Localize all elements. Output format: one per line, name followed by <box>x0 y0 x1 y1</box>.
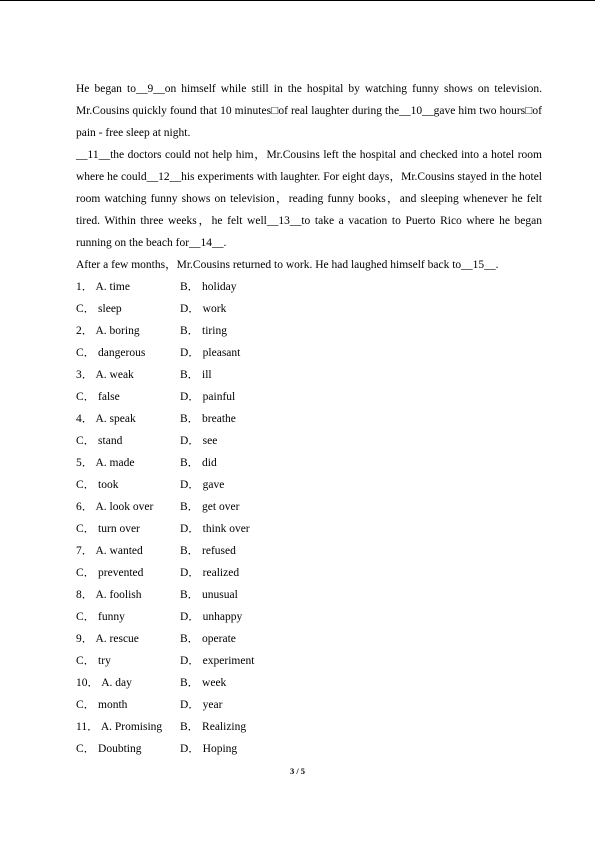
option-right: B． refused <box>180 545 236 557</box>
option-left: 5． A. made <box>76 457 135 469</box>
passage <box>76 78 542 276</box>
passage-paragraph: After a few months，Mr.Cousins returned to work. He had laughed himself back to__15__. <box>76 259 499 271</box>
option-left: 4． A. speak <box>76 413 136 425</box>
passage-paragraph: He began to__9__on himself while still in the hospital by watching funny shows on television. Mr.Cousins quickly found that 10 minutes□of real laughter during the__10__gave him two hours□of pain - free sleep at night. <box>76 83 542 139</box>
option-left: 1． A. time <box>76 281 130 293</box>
page-number: 3 / 5 <box>289 766 306 776</box>
option-right: B． holiday <box>180 281 237 293</box>
option-right: D． experiment <box>180 655 255 667</box>
option-left: 7． A. wanted <box>76 545 143 557</box>
option-left: 10． A. day <box>76 677 132 689</box>
option-right: D． unhappy <box>180 611 243 623</box>
option-right: B． operate <box>180 633 236 645</box>
option-left: C． sleep <box>76 303 122 315</box>
option-left: 8． A. foolish <box>76 589 142 601</box>
option-left: C． dangerous <box>76 347 146 359</box>
option-right: B． did <box>180 457 217 469</box>
option-right: D． Hoping <box>180 743 238 755</box>
option-left: C． funny <box>76 611 125 623</box>
passage-paragraph: __11__the doctors could not help him，Mr.Cousins left the hospital and checked into a hotel room where he could__12__his experiments with laughter. For eight days，Mr.Cousins stayed in the hotel room watching funny shows on television，reading funny books，and sleeping whenever he felt tired. Within three weeks，he felt well__13__to take a vacation to Puerto Rico where he began running on the beach for__14__. <box>76 149 542 249</box>
option-left: C． month <box>76 699 128 711</box>
option-left: C． false <box>76 391 120 403</box>
option-left: C． Doubting <box>76 743 142 755</box>
option-left: C． prevented <box>76 567 144 579</box>
option-right: B． breathe <box>180 413 236 425</box>
option-right: D． year <box>180 699 223 711</box>
option-right: B． ill <box>180 369 212 381</box>
option-left: 9． A. rescue <box>76 633 139 645</box>
option-right: D． see <box>180 435 218 447</box>
option-right: B． unusual <box>180 589 238 601</box>
option-right: B． get over <box>180 501 240 513</box>
option-right: B． week <box>180 677 227 689</box>
option-right: B． Realizing <box>180 721 247 733</box>
option-right: D． painful <box>180 391 236 403</box>
option-left: 6． A. look over <box>76 501 154 513</box>
option-left: C． stand <box>76 435 123 447</box>
option-right: D． realized <box>180 567 240 579</box>
option-left: C． turn over <box>76 523 140 535</box>
option-right: D． think over <box>180 523 250 535</box>
option-left: 2． A. boring <box>76 325 140 337</box>
option-right: D． pleasant <box>180 347 241 359</box>
option-left: 11． A. Promising <box>76 721 163 733</box>
top-rule <box>0 0 595 1</box>
option-right: B． tiring <box>180 325 227 337</box>
option-left: C． try <box>76 655 111 667</box>
option-left: 3． A. weak <box>76 369 134 381</box>
option-right: D． gave <box>180 479 225 491</box>
option-left: C． took <box>76 479 119 491</box>
option-right: D． work <box>180 303 227 315</box>
